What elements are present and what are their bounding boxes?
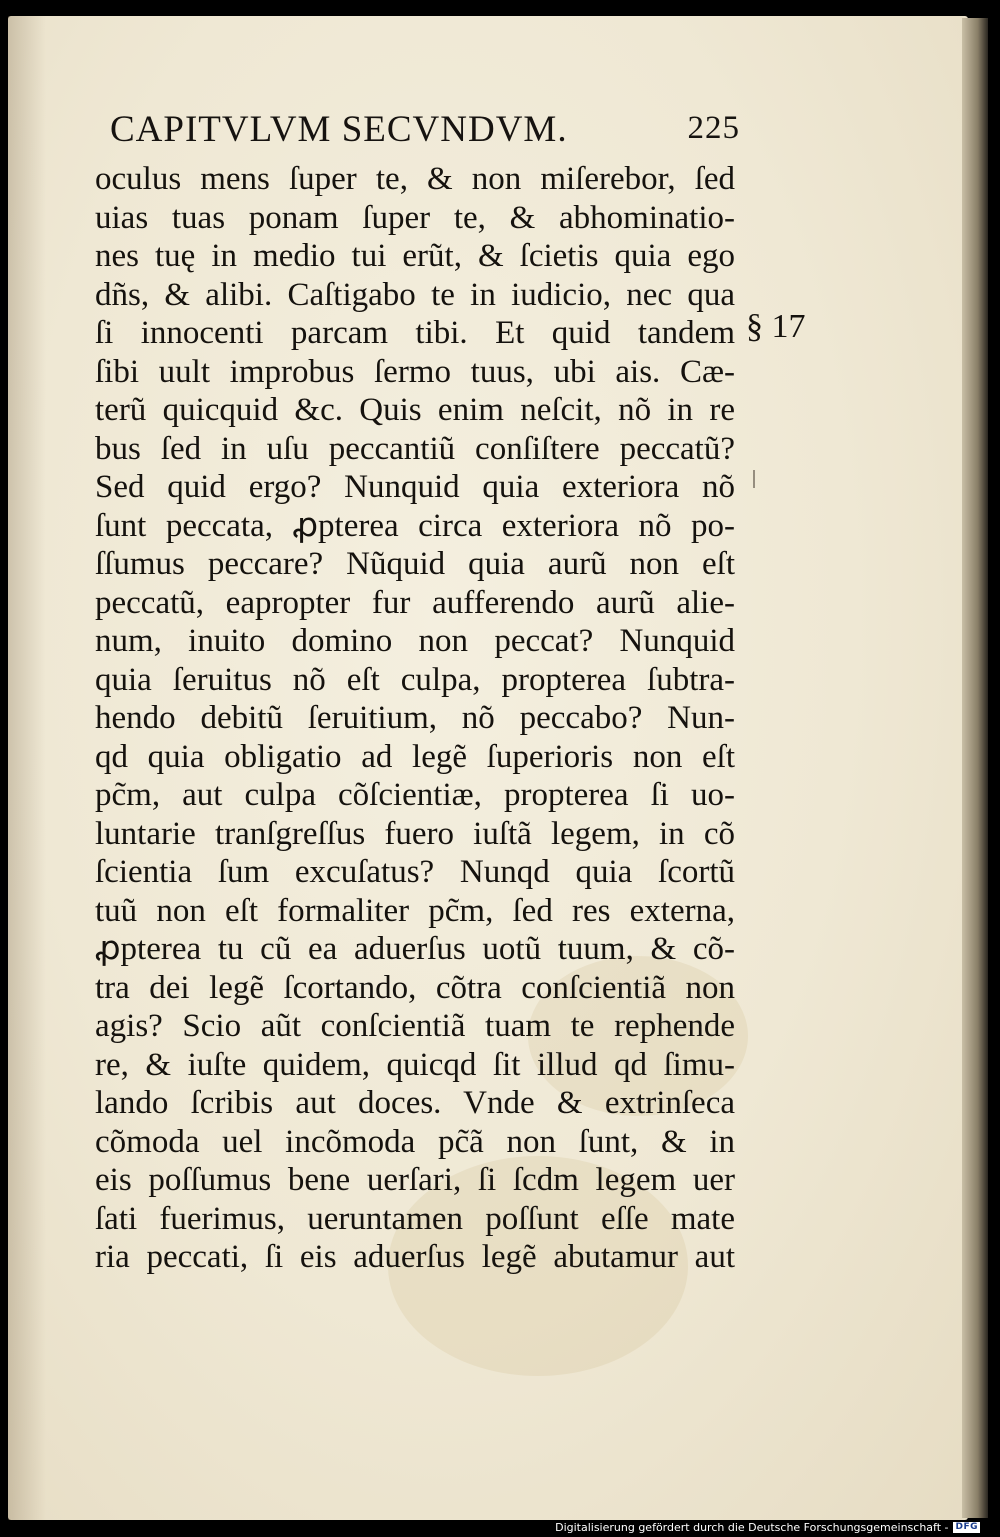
running-title: CAPITVLVM SECVNDVM. — [110, 109, 568, 150]
dfg-logo: DFG — [955, 1522, 978, 1532]
page-gutter-shadow — [8, 16, 46, 1520]
ink-speck — [753, 470, 755, 488]
text-line: lando ſcribis aut doces. Vnde & extrinſeca — [95, 1085, 735, 1121]
text-line: hendo debitũ ſeruitium, nõ peccabo? Nun- — [95, 700, 735, 736]
running-header — [110, 108, 740, 154]
digitization-footer — [555, 1521, 980, 1534]
text-line: bus ſed in uſu peccantiũ conſiſtere peccatũ? — [95, 430, 735, 467]
marginal-note: § 17 — [746, 308, 806, 345]
text-line: eis poſſumus bene uerſari, ſi ſcdm legem uer — [95, 1162, 735, 1198]
text-line: quia ſeruitus nõ eſt culpa, propterea ſubtra- — [95, 661, 735, 698]
text-line: ſati fuerimus, ueruntamen poſſunt eſſe mate — [95, 1200, 735, 1237]
text-line: oculus mens ſuper te, & non miſerebor, ſed — [95, 161, 735, 197]
footer-credit: Digitalisierung gefördert durch die Deutsche Forschungsgemeinschaft - — [555, 1521, 949, 1534]
text-line: dñs, & alibi. Caſtigabo te in iudicio, nec qua — [95, 276, 735, 313]
text-line: luntarie tranſgreſſus fuero iuſtã legem, in cõ — [95, 815, 735, 852]
text-line: agis? Scio aũt conſcientiã tuam te rephende — [95, 1008, 735, 1044]
book-edge — [962, 18, 988, 1518]
text-line: ſibi uult improbus ſermo tuus, ubi ais. Cæ- — [95, 353, 735, 390]
text-line: cõmoda uel incõmoda pc̃ã non ſunt, & in — [95, 1123, 735, 1160]
text-line: Sed quid ergo? Nunquid quia exteriora nõ — [95, 469, 735, 505]
text-line: qd quia obligatio ad legẽ ſuperioris non eſt — [95, 738, 735, 775]
text-line: ſcientia ſum excuſatus? Nunqd quia ſcortũ — [95, 854, 735, 890]
text-line: tuũ non eſt formaliter pc̃m, ſed res externa, — [95, 892, 735, 929]
text-line: ſi innocenti parcam tibi. Et quid tandem — [95, 315, 735, 351]
text-line: uias tuas ponam ſuper te, & abhominatio- — [95, 199, 735, 236]
text-line: ria peccati, ſi eis aduerſus legẽ abutamur aut — [95, 1239, 735, 1275]
text-line: ꝓpterea tu cũ ea aduerſus uotũ tuum, & cõ- — [95, 931, 735, 967]
text-line: ſunt peccata, ꝓpterea circa exteriora nõ po- — [95, 507, 735, 544]
text-line: ſſumus peccare? Nũquid quia aurũ non eſt — [95, 546, 735, 582]
text-line: nes tuę in medio tui erũt, & ſcietis quia ego — [95, 238, 735, 274]
body-text — [95, 160, 735, 1277]
text-line: terũ quicquid &c. Quis enim neſcit, nõ in re — [95, 392, 735, 428]
text-line: re, & iuſte quidem, quicqd ſit illud qd ſimu- — [95, 1046, 735, 1083]
page-number: 225 — [687, 110, 740, 146]
text-line: peccatũ, eapropter fur aufferendo aurũ alie- — [95, 584, 735, 621]
text-line: pc̃m, aut culpa cõſcientiæ, propterea ſi uo- — [95, 777, 735, 813]
text-line: tra dei legẽ ſcortando, cõtra conſcientiã non — [95, 969, 735, 1006]
text-line: num, inuito domino non peccat? Nunquid — [95, 623, 735, 659]
